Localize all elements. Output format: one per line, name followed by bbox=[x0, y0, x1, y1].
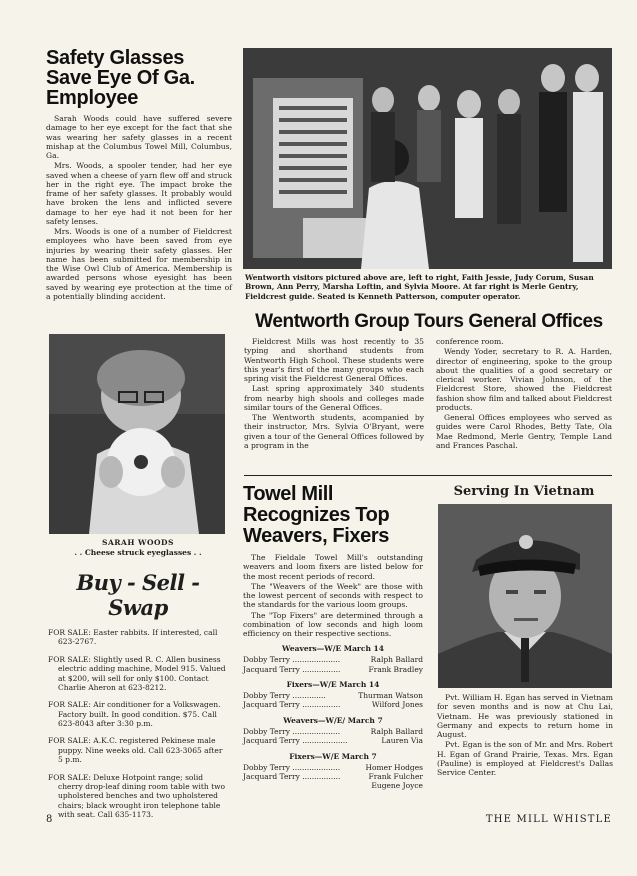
loom-group: Dobby Terry .................... bbox=[243, 726, 341, 736]
employee-name: Lauren Via bbox=[381, 736, 423, 746]
fixers-week-1 bbox=[243, 680, 423, 710]
week-row bbox=[243, 772, 423, 781]
section-divider bbox=[244, 475, 612, 476]
wentworth-paragraph: Last spring approximately 340 students from nearby high shools and colleges made similar tours of the General Offices. bbox=[244, 384, 424, 412]
classified-ad: FOR SALE: Easter rabbits. If interested, call 623-2767. bbox=[48, 628, 218, 647]
safety-paragraph: Sarah Woods could have suffered severe damage to her eye except for the fact that she was wearing her safety glasses in a recent mishap at the Columbus Towel Mill, Columbus, Ga. bbox=[46, 114, 232, 160]
week-row bbox=[243, 736, 423, 745]
computer-room-illustration bbox=[243, 48, 612, 269]
employee-name: Ralph Ballard bbox=[370, 655, 423, 665]
classified-ad: FOR SALE: A.K.C. registered Pekinese male puppy. Nine weeks old. Call 623-3065 after 5 p.m. bbox=[48, 736, 223, 765]
vietnam-body bbox=[437, 693, 613, 778]
wentworth-paragraph: conference room. bbox=[436, 337, 504, 346]
caption-name: SARAH WOODS bbox=[102, 538, 174, 547]
loom-group: Jacquard Terry ................ bbox=[243, 700, 341, 710]
wentworth-photo bbox=[243, 48, 612, 269]
safety-paragraph: Mrs. Woods is one of a number of Fieldcrest employees who have been saved from eye injuries by wearing their safety glasses. Her name has been submitted for membership in the Wise Owl Club of America. Membership is awarded persons whose eyesight has been saved by wearing eye protection at the time of a potentially blinding accident. bbox=[46, 227, 232, 301]
publication-name: THE MILL WHISTLE bbox=[485, 814, 612, 825]
fixers-week-2 bbox=[243, 752, 423, 791]
towel-article bbox=[243, 484, 423, 791]
swap-headline: Buy - Sell - Swap bbox=[76, 570, 200, 620]
week-row bbox=[243, 691, 423, 700]
caption-text: . . Cheese struck eyeglasses . . bbox=[74, 547, 202, 557]
vietnam-paragraph: Pvt. Egan is the son of Mr. and Mrs. Robert H. Egan of Grand Prairie, Texas. Mrs. Egan (Pauline) is employed at Fieldcrest's Dallas Service Center. bbox=[437, 740, 613, 777]
safety-article bbox=[46, 48, 232, 302]
week-heading: Weavers—W/E/ March 7 bbox=[283, 715, 383, 725]
wentworth-col2 bbox=[436, 337, 612, 451]
safety-headline: Safety Glasses Save Eye Of Ga. Employee bbox=[46, 47, 195, 109]
soldier-portrait-illustration bbox=[438, 504, 612, 688]
safety-body bbox=[46, 114, 232, 301]
swap-section bbox=[48, 570, 228, 827]
page-number: 8 bbox=[46, 814, 53, 825]
classified-ad: FOR SALE: Air conditioner for a Volkswagen. Factory built. In good condition. $75. Call 623-8043 after 3:30 p.m. bbox=[48, 700, 221, 728]
wentworth-headline: Wentworth Group Tours General Offices bbox=[255, 311, 603, 332]
wentworth-paragraph: Wendy Yoder, secretary to R. A. Harden, director of engineering, spoke to the group about the qualities of a good secretary or clerical worker. Vivian Johnson, of the Fieldcrest Store, showed the Fieldcrest fashion show film and talked about Fieldcrest products. bbox=[436, 347, 613, 412]
week-row bbox=[243, 700, 423, 709]
wentworth-paragraph: Fieldcrest Mills was host recently to 35 typing and shorthand students from Wentworth High School. These students were this year's first of the many groups who each spring visit the Fieldcrest General Offices. bbox=[244, 337, 424, 383]
week-row bbox=[243, 665, 423, 674]
sarah-woods-photo bbox=[49, 334, 225, 534]
week-row bbox=[243, 763, 423, 772]
wentworth-col1 bbox=[244, 337, 424, 451]
weavers-week-2 bbox=[243, 716, 423, 746]
towel-paragraph: The "Top Fixers" are determined through a combination of low seconds and high loom efficiency on their respective sections. bbox=[243, 610, 423, 638]
loom-group: Dobby Terry .............. bbox=[243, 691, 326, 700]
week-row bbox=[243, 781, 423, 790]
employee-name: Frank Fulcher bbox=[368, 771, 423, 781]
employee-name: Eugene Joyce bbox=[371, 781, 423, 791]
loom-group: Jacquard Terry ................ bbox=[243, 771, 341, 781]
towel-body bbox=[243, 553, 423, 638]
loom-group: Jacquard Terry ................ bbox=[243, 664, 341, 674]
classified-ad: FOR SALE: Deluxe Hotpoint range; solid cherry drop-leaf dining room table with two upholstered benches and two upholstered chairs; black wrought iron telephone table with seat. Call 635-1173. bbox=[48, 772, 226, 819]
wentworth-paragraph: General Offices employees who served as guides were Carol Rhodes, Betty Tate, Ola Mae Redmond, Merle Gentry, Temple Land and Frances Paschal. bbox=[436, 413, 612, 450]
safety-paragraph: Mrs. Woods, a spooler tender, had her eye saved when a cheese of yarn flew off and struck her in the right eye. The impact broke the frame of her safety glasses. It probably would have broken the lens and inflicted severe damage to her eye had it not been for her safety lenses. bbox=[46, 161, 232, 226]
employee-name: Frank Bradley bbox=[368, 664, 423, 674]
wentworth-photo-caption: Wentworth visitors pictured above are, left to right, Faith Jessie, Judy Corum, Susan Brown, Ann Perry, Marsha Loftin, and Sylvia Moore. At far right is Merle Gentry, Fieldcrest guide. Seated is Kenneth Patterson, computer operator. bbox=[245, 273, 594, 301]
egan-photo bbox=[438, 504, 612, 688]
week-row bbox=[243, 727, 423, 736]
towel-paragraph: The Fieldale Towel Mill's outstanding weavers and loom fixers are listed below for the most recent periods of record. bbox=[243, 553, 423, 581]
employee-name: Ralph Ballard bbox=[370, 726, 423, 736]
loom-group: Dobby Terry .................... bbox=[243, 655, 341, 665]
employee-name: Wilford Jones bbox=[371, 700, 423, 710]
week-heading: Weavers—W/E March 14 bbox=[282, 644, 384, 654]
employee-name: Homer Hodges bbox=[365, 762, 423, 772]
loom-group: Jacquard Terry ................... bbox=[243, 736, 348, 746]
week-heading: Fixers—W/E March 14 bbox=[286, 680, 380, 689]
weavers-week-1 bbox=[243, 644, 423, 674]
sarah-woods-caption bbox=[46, 538, 230, 558]
vietnam-paragraph: Pvt. William H. Egan has served in Vietnam for seven months and is now at Chu Lai, Vietnam. He was previously stationed in Germany and expects to return home in August. bbox=[437, 693, 613, 739]
wentworth-paragraph: The Wentworth students, acompanied by their instructor, Mrs. Sylvia O'Bryant, were given a tour of the General Offices followed by a program in the bbox=[244, 413, 424, 450]
towel-headline: Towel Mill Recognizes Top Weavers, Fixers bbox=[243, 483, 390, 547]
loom-group: Dobby Terry .................... bbox=[243, 762, 341, 772]
week-row bbox=[243, 655, 423, 664]
portrait-illustration bbox=[49, 334, 225, 534]
employee-name: Thurman Watson bbox=[358, 691, 423, 700]
week-heading: Fixers—W/E March 7 bbox=[289, 751, 377, 761]
towel-paragraph: The "Weavers of the Week" are those with the lowest percent of seconds with respect to the standards for the various loom groups. bbox=[243, 581, 423, 610]
classified-ad: FOR SALE: Slightly used R. C. Allen business electric adding machine, Model 915. Valued at $200, will sell for only $100. Contact Charlie Aheron at 623-8212. bbox=[48, 654, 226, 692]
vietnam-headline: Serving In Vietnam bbox=[453, 484, 595, 499]
